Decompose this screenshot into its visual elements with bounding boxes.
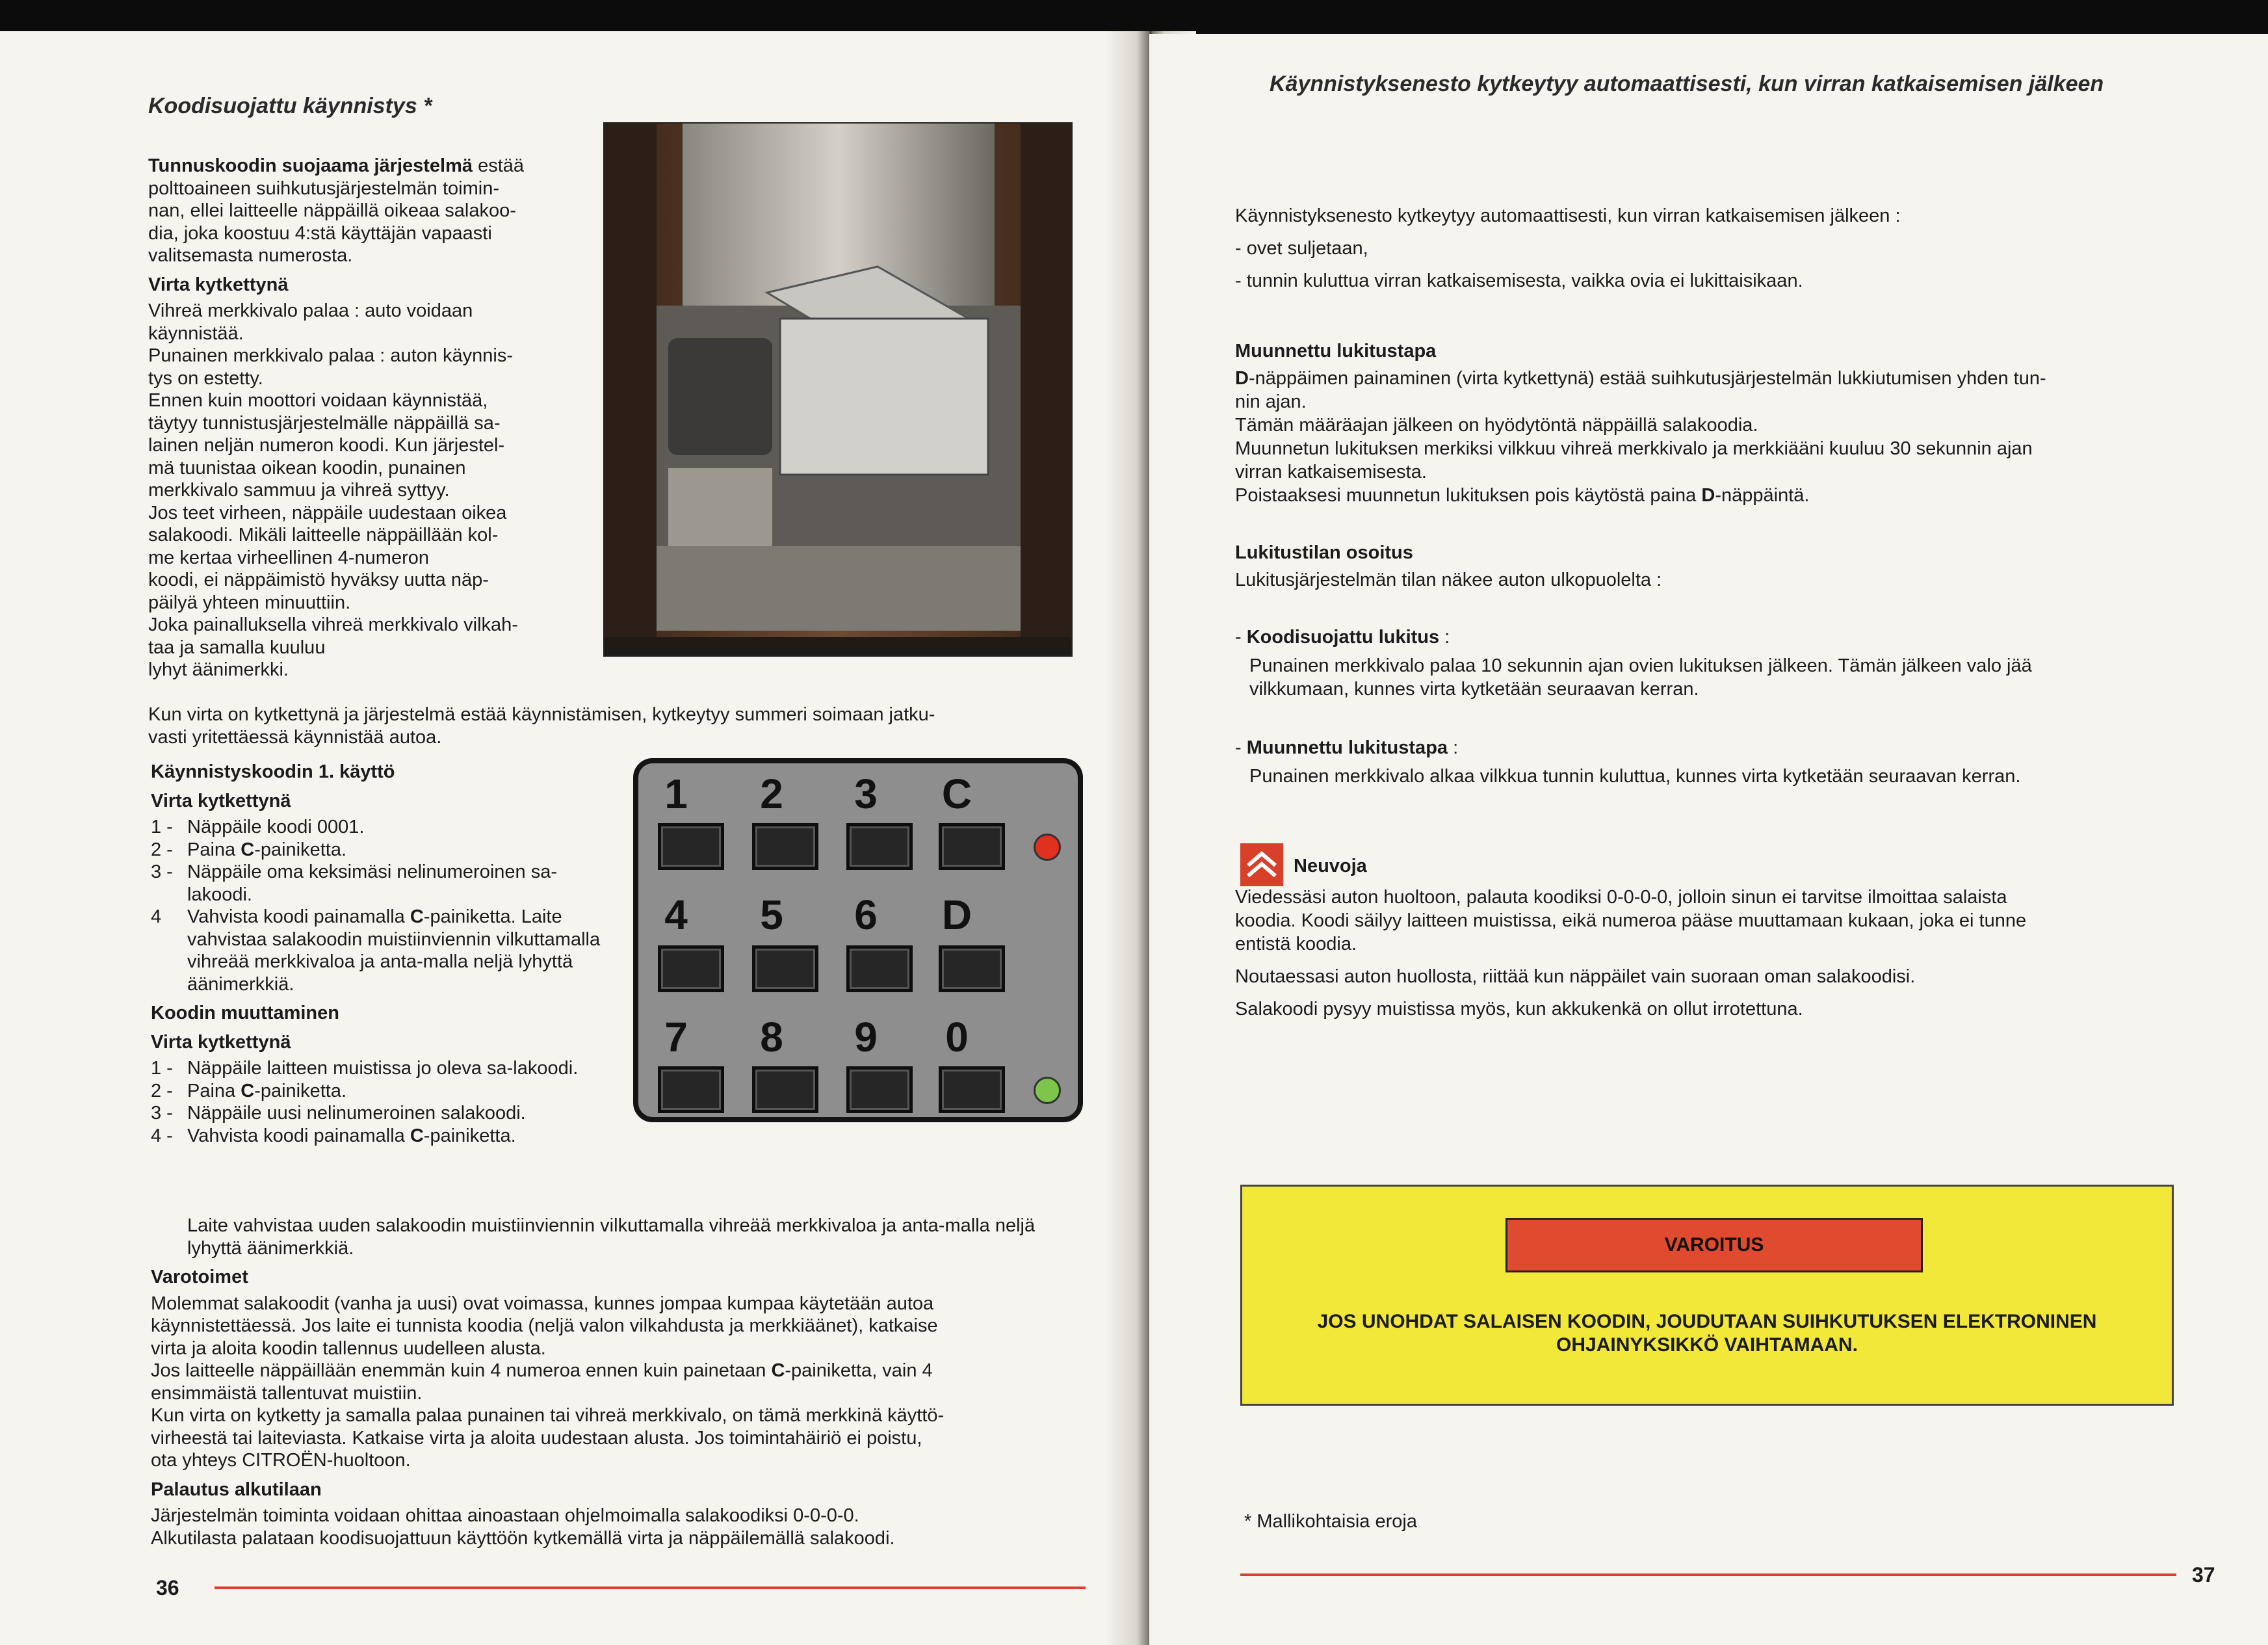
varotoimet-line: Kun virta on kytketty ja samalla palaa punainen tai vihreä merkkivalo, on tämä merkkinä käyttö- — [151, 1405, 945, 1426]
step-text: -painiketta. — [423, 1125, 516, 1146]
keypad-key — [846, 1066, 913, 1113]
keypad-label: 0 — [945, 1014, 969, 1060]
footnote: * Mallikohtaisia eroja — [1244, 1511, 1417, 1532]
muunnettu2-section — [1235, 736, 2210, 788]
neuvoja-line: entistä koodia. — [1235, 934, 1357, 954]
keypad-label: 7 — [664, 1014, 688, 1060]
virta-line: Vihreä merkkivalo palaa : auto voidaan — [148, 300, 473, 321]
muunnettu-line: Muunnetun lukituksen merkiksi vilkkuu vihreä merkkivalo ja merkkiääni kuuluu 30 sekunnin ajan — [1235, 438, 2033, 459]
koodisuojattu-heading: Koodisuojattu lukitus — [1246, 627, 1440, 648]
page-number-left: 36 — [156, 1576, 179, 1599]
left-page — [0, 31, 1149, 1645]
keypad-key — [939, 1066, 1005, 1113]
step-text: Näppäile laitteen muistissa jo oleva sa-lakoodi. — [187, 1058, 579, 1079]
intro-line: estää — [478, 155, 525, 176]
keypad-label: 4 — [664, 891, 688, 938]
muuttaminen-heading: Koodin muuttaminen — [151, 1003, 339, 1023]
muunnettu-section — [1235, 339, 2210, 507]
varotoimet-line: Jos laitteelle näppäillään enemmän kuin 4 numeroa ennen kuin painetaan — [151, 1360, 772, 1381]
step-key: C — [241, 1080, 255, 1101]
neuvoja-paragraph: Salakoodi pysyy muistissa myös, kun akkukenkä on ollut irrotettuna. — [1235, 999, 1803, 1020]
step-text: Paina — [187, 839, 241, 860]
keypad-key — [658, 823, 724, 870]
neuvoja-line: Viedessäsi auton huoltoon, palauta koodiksi 0-0-0-0, jolloin sinun ei tarvitse ilmoittaa salaista — [1235, 887, 2007, 908]
muunnettu2-text: Punainen merkkivalo alkaa vilkkua tunnin kuluttua, kunnes virta kytketään seuraavan kerran. — [1249, 766, 2021, 787]
neuvoja-paragraph: Noutaessasi auton huollosta, riittää kun näppäilet vain suoraan oman salakoodisi. — [1235, 966, 1916, 987]
virta-wide-paragraph — [148, 704, 1091, 748]
virta-line: Joka painalluksella vihreä merkkivalo vilkah- — [148, 614, 518, 635]
neuvoja-section — [1235, 854, 2210, 1021]
muuttaminen-subheading: Virta kytkettynä — [151, 1031, 291, 1053]
right-page-header: Käynnistyksenesto kytkeytyy automaattisesti, kun virran katkaisemisen jälkeen — [1270, 72, 2104, 96]
lukitustila-heading: Lukitustilan osoitus — [1235, 542, 1413, 563]
lukitustila-text: Lukitusjärjestelmän tilan näkee auton ulkopuolelta : — [1235, 570, 1662, 590]
step-text: Vahvista koodi painamalla — [187, 906, 410, 927]
kaytto-step — [151, 816, 606, 839]
colon: : — [1448, 737, 1459, 758]
kaytto-step — [151, 839, 606, 862]
virta-line: taa ja samalla kuuluu — [148, 637, 326, 658]
muuttaminen-step — [151, 1102, 606, 1125]
keypad-illustration — [633, 758, 1083, 1122]
varotoimet-line: -painiketta, vain 4 — [785, 1360, 933, 1381]
varotoimet-line: ota yhteys CITROËN-huoltoon. — [151, 1450, 411, 1471]
dash: - — [1235, 627, 1247, 648]
muunnettu-line: Poistaaksesi muunnetun lukituksen pois käytöstä paina — [1235, 485, 1702, 506]
keypad-key — [752, 1066, 818, 1113]
varotoimet-paragraph — [151, 1293, 1093, 1472]
koodisuojattu-section — [1235, 625, 2210, 701]
virta-line: Punainen merkkivalo palaa : auton käynnis- — [148, 345, 513, 366]
muunnettu2-heading: Muunnettu lukitustapa — [1246, 737, 1448, 758]
virta-line: me kertaa virheellinen 4-numeron — [148, 547, 429, 568]
varotoimet-key: C — [771, 1360, 785, 1381]
muuttaminen-step — [151, 1125, 606, 1148]
palautus-heading: Palautus alkutilaan — [151, 1479, 322, 1500]
warning-title: VAROITUS — [1505, 1218, 1923, 1272]
step-number: 1 - — [151, 1058, 173, 1079]
virta-line: tys on estetty. — [148, 367, 263, 389]
palautus-paragraph — [151, 1505, 1093, 1549]
keypad-label: 8 — [760, 1014, 783, 1060]
varotoimet-line: Molemmat salakoodit (vanha ja uusi) ovat voimassa, kunnes jompaa kumpaa käytetään autoa — [151, 1293, 934, 1314]
virta-line: salakoodi. Mikäli laitteelle näppäillään kol- — [148, 525, 499, 546]
virta-line: käynnistää. — [148, 322, 244, 344]
step-text: Vahvista koodi painamalla — [187, 1125, 410, 1146]
console-illustration — [605, 124, 1071, 655]
palautus-line: Alkutilasta palataan koodisuojattuun käyttöön kytkemällä virta ja näppäilemällä salakoodi. — [151, 1527, 895, 1549]
step-number: 3 - — [151, 1103, 173, 1124]
kaytto-step — [151, 861, 606, 906]
muunnettu-key: D — [1701, 485, 1715, 506]
page-number-right: 37 — [2192, 1563, 2215, 1586]
step-number: 1 - — [151, 817, 173, 837]
neuvoja-heading: Neuvoja — [1294, 856, 1367, 876]
muunnettu-line: virran katkaisemisesta. — [1235, 462, 1427, 482]
muuttaminen-tail: Laite vahvistaa uuden salakoodin muistiinviennin vilkuttamalla vihreää merkkivaloa ja anta-malla neljä lyhyttä äänimerkkiä. — [187, 1215, 1036, 1259]
step-number: 4 - — [151, 1125, 173, 1146]
keypad-label: D — [941, 891, 972, 938]
varotoimet-line: virta ja aloita koodin tallennus uudelleen alusta. — [151, 1337, 546, 1359]
intro-column — [148, 155, 564, 681]
kaytto-section — [151, 761, 606, 1147]
virta-line: koodi, ei näppäimistö hyväksy uutta näp- — [148, 570, 489, 590]
step-text: -painiketta. Laite vahvistaa salakoodin muistiinviennin vilkuttamalla vihreää merkkivaloa ja anta-malla neljä lyhyttä äänimerkkiä. — [187, 906, 601, 995]
virta-wide-line: Kun virta on kytkettynä ja järjestelmä estää käynnistämisen, kytkeytyy summeri soimaan jatku- — [148, 704, 935, 725]
right-page — [1149, 34, 2268, 1645]
varotoimet-heading: Varotoimet — [151, 1267, 248, 1287]
green-led-indicator — [1034, 1077, 1061, 1104]
intro-line: polttoaineen suihkutusjärjestelmän toimin- — [148, 178, 500, 199]
step-text: -painiketta. — [254, 839, 347, 860]
varotoimet-line: käynnistettäessä. Jos laite ei tunnista koodia (neljä valon vilkahdusta ja merkkiäänet), katkaise — [151, 1315, 938, 1336]
right-bullet: - ovet suljetaan, — [1235, 238, 1368, 259]
muuttaminen-steps — [151, 1057, 606, 1147]
lukitustila-section — [1235, 541, 2210, 592]
intro-bold-lead: Tunnuskoodin suojaama järjestelmä — [148, 155, 473, 176]
step-key: C — [410, 1125, 424, 1146]
red-led-indicator — [1034, 834, 1061, 861]
keypad-key — [752, 823, 818, 870]
koodisuojattu-line: Punainen merkkivalo palaa 10 sekunnin ajan ovien lukituksen jälkeen. Tämän jälkeen valo jää — [1249, 655, 2032, 676]
warning-box — [1240, 1185, 2174, 1406]
right-bullet: - tunnin kuluttua virran katkaisemisesta, vaikka ovia ei lukittaisikaan. — [1235, 270, 1803, 291]
keypad-key — [658, 1066, 724, 1113]
step-text: Paina — [187, 1080, 241, 1101]
step-text: Näppäile uusi nelinumeroinen salakoodi. — [187, 1103, 526, 1124]
muuttaminen-step — [151, 1080, 606, 1103]
footer-rule-left — [215, 1586, 1086, 1589]
keypad-label: 6 — [854, 891, 878, 938]
step-number: 2 - — [151, 839, 173, 860]
dash: - — [1235, 737, 1247, 758]
right-intro — [1235, 204, 2210, 293]
palautus-line: Järjestelmän toiminta voidaan ohittaa ainoastaan ohjelmoimalla salakoodiksi 0-0-0-0. — [151, 1505, 859, 1526]
kaytto-subheading: Virta kytkettynä — [151, 790, 291, 811]
virta-line: täytyy tunnistusjärjestelmälle näppäillä sa- — [148, 412, 501, 434]
keypad-key — [846, 945, 913, 992]
intro-line: valitsemasta numerosta. — [148, 245, 353, 266]
virta-line: merkkivalo sammuu ja vihreä syttyy. — [148, 480, 450, 501]
keypad-label: C — [941, 770, 972, 817]
keypad-key — [939, 823, 1005, 870]
warning-line: JOS UNOHDAT SALAISEN KOODIN, JOUDUTAAN SUIHKUTUKSEN ELEKTRONINEN — [1317, 1311, 2097, 1332]
muunnettu-key: D — [1235, 368, 1249, 389]
virta-line: lainen neljän numeron koodi. Kun järjestel- — [148, 435, 505, 456]
warning-line: OHJAINYKSIKKÖ VAIHTAMAAN. — [1556, 1334, 1858, 1356]
virta-line: Ennen kuin moottori voidaan käynnistää, — [148, 390, 488, 411]
step-number: 4 — [151, 906, 162, 927]
kaytto-step — [151, 906, 606, 995]
keypad-key — [846, 823, 913, 870]
right-intro-text: Käynnistyksenesto kytkeytyy automaattisesti, kun virran katkaisemisen jälkeen : — [1235, 205, 1901, 226]
koodisuojattu-line: vilkkumaan, kunnes virta kytketään seuraavan kerran. — [1249, 679, 1699, 700]
console-photo — [603, 122, 1073, 657]
intro-paragraph — [148, 155, 564, 267]
keypad-label: 1 — [664, 770, 688, 817]
step-number: 2 - — [151, 1080, 173, 1101]
virta-line: mä tuunistaa oikean koodin, punainen — [148, 457, 466, 479]
intro-line: nan, ellei laitteelle näppäillä oikeaa salakoo- — [148, 200, 516, 221]
step-text: Näppäile oma keksimäsi nelinumeroinen sa-lakoodi. — [187, 862, 557, 905]
step-text: -painiketta. — [254, 1080, 347, 1101]
step-text: Näppäile koodi 0001. — [187, 817, 365, 837]
virta-line: päilyä yhteen minuuttiin. — [148, 592, 351, 613]
keypad-key — [658, 945, 724, 992]
keypad-label: 9 — [854, 1014, 878, 1060]
step-key: C — [410, 906, 424, 927]
kaytto-heading: Käynnistyskoodin 1. käyttö — [151, 761, 395, 782]
virta-wide-line: vasti yritettäessä käynnistää autoa. — [148, 726, 442, 748]
colon: : — [1439, 627, 1450, 648]
muunnettu-line: -näppäintä. — [1715, 485, 1810, 506]
step-number: 3 - — [151, 862, 173, 882]
muunnettu-line: Tämän määräajan jälkeen on hyödytöntä näppäillä salakoodia. — [1235, 415, 1758, 436]
left-page-header: Koodisuojattu käynnistys * — [148, 94, 432, 118]
virta-paragraph — [148, 300, 564, 681]
lower-wide-section — [151, 1215, 1093, 1549]
neuvoja-line: koodia. Koodi säilyy laitteen muistissa, eikä numeroa pääse muuttamaan kukaan, joka ei tunne — [1235, 910, 2027, 931]
muuttaminen-step — [151, 1057, 606, 1080]
varotoimet-line: virheestä tai laiteviasta. Katkaise virta ja aloita uudestaan alusta. Jos toimintahäiriö ei poistu, — [151, 1427, 922, 1449]
keypad-key — [939, 945, 1005, 992]
intro-line: dia, joka koostuu 4:stä käyttäjän vapaasti — [148, 222, 492, 244]
warning-text — [1268, 1310, 2146, 1357]
muunnettu-line: -näppäimen painaminen (virta kytkettynä) estää suihkutusjärjestelmän lukkiutumisen yhden tun- — [1248, 368, 2046, 389]
keypad-label: 2 — [760, 770, 783, 817]
kaytto-steps — [151, 816, 606, 995]
muunnettu-line: nin ajan. — [1235, 391, 1307, 412]
virta-line: lyhyt äänimerkki. — [148, 659, 289, 680]
step-key: C — [241, 839, 255, 860]
footer-rule-right — [1240, 1573, 2176, 1576]
keypad-label: 3 — [854, 770, 878, 817]
virta-line: Jos teet virheen, näppäile uudestaan oikea — [148, 502, 507, 523]
muunnettu-heading: Muunnettu lukitustapa — [1235, 341, 1437, 362]
virta-heading: Virta kytkettynä — [148, 274, 289, 295]
varotoimet-line: ensimmäistä tallentuvat muistiin. — [151, 1382, 423, 1404]
keypad-key — [752, 945, 818, 992]
keypad-label: 5 — [760, 891, 783, 938]
